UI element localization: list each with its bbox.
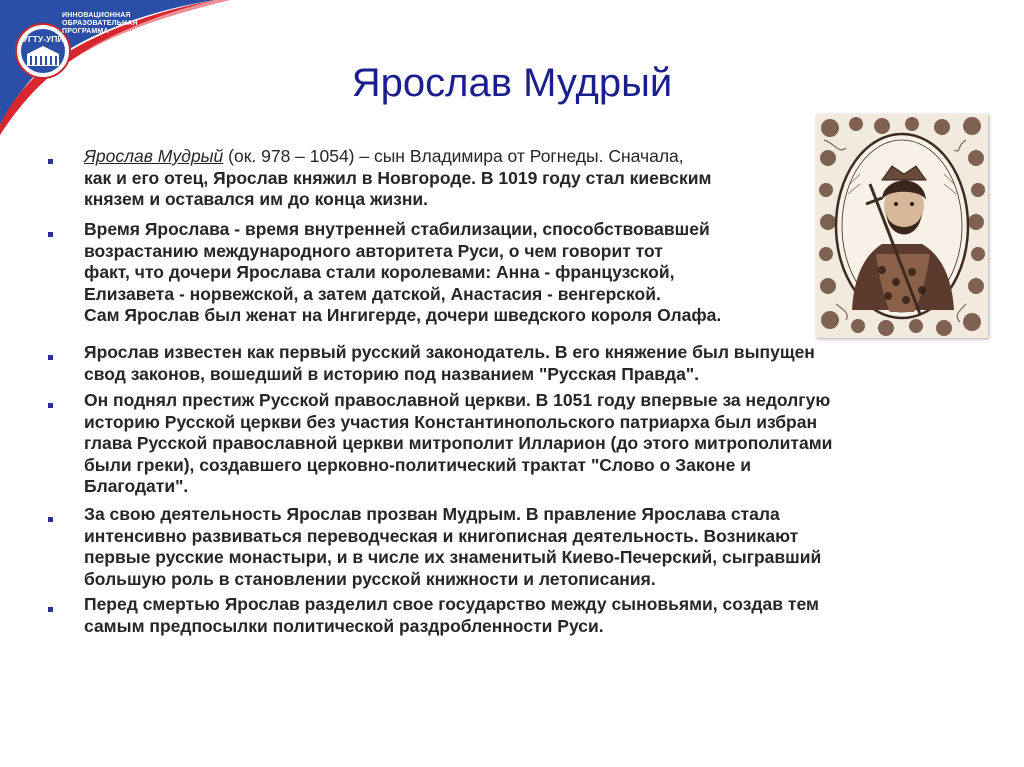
program-caption xyxy=(62,12,162,36)
bullet-square-icon xyxy=(48,232,53,237)
bullet-text-line: За свою деятельность Ярослав прозван Мудрым. В правление Ярослава стала xyxy=(84,504,780,524)
bullet-text-line: Елизавета - норвежской, а затем датской, Анастасия - венгерской. xyxy=(84,283,661,304)
emblem-badge-text: УГТУ-УПИ xyxy=(22,34,64,44)
bullet-text-line: Он поднял престиж Русской православной церкви. В 1051 году впервые за недолгую xyxy=(84,390,831,410)
portrait-engraving-icon xyxy=(816,114,988,338)
bullet-lead-name: Ярослав Мудрый xyxy=(84,146,224,166)
bullet-text-line: самым предпосылки политической раздробленности Руси. xyxy=(84,615,604,636)
program-caption-line: ПРОГРАММА xyxy=(62,28,109,35)
bullet-text-line: глава Русской православной церкви митрополит Илларион (до этого митрополитами xyxy=(84,433,833,453)
slide-title: Ярослав Мудрый xyxy=(351,61,673,105)
bullet-text-line: Ярослав известен как первый русский законодатель. В его княжение был выпущен xyxy=(84,342,815,362)
bullet-text-line: Благодати". xyxy=(84,476,189,496)
bullet-square-icon xyxy=(48,607,53,612)
bullet-text-line: Ярослав Мудрый (ок. 978 – 1054) – сын Владимира от Рогнеды. Сначала, xyxy=(84,146,684,166)
bullet-square-icon xyxy=(48,403,53,408)
program-caption-line: ИННОВАЦИОННАЯ xyxy=(62,12,131,19)
bullet-text-line: Время Ярослава - время внутренней стабилизации, способствовавшей xyxy=(84,219,710,239)
program-caption-line: ОБРАЗОВАТЕЛЬНАЯ xyxy=(62,20,138,27)
bullet-square-icon xyxy=(48,355,53,360)
bullet-text-line: интенсивно развиваться переводческая и книгописная деятельность. Возникают xyxy=(84,525,799,546)
bullet-text-line: Перед смертью Ярослав разделил свое государство между сыновьями, создав тем xyxy=(84,594,819,614)
bullet-text-line: большую роль в становлении русской книжности и летописания. xyxy=(84,568,656,589)
bullet-text-line: свод законов, вошедший в историю под названием "Русская Правда". xyxy=(84,363,700,384)
bullet-square-icon xyxy=(48,517,53,522)
bullet-text-line: возрастанию международного авторитета Руси, о чем говорит тот xyxy=(84,240,663,261)
portrait-image xyxy=(816,114,988,338)
bullet-text-line: князем и оставался им до конца жизни. xyxy=(84,189,429,209)
bullet-square-icon xyxy=(48,159,53,164)
bullet-text-line: первые русские монастыри, и в числе их знаменитый Киево-Печерский, сыгравший xyxy=(84,547,822,567)
bullet-text-line: как и его отец, Ярослав княжил в Новгороде. В 1019 году стал киевским xyxy=(84,167,712,188)
bullet-text-line: историю Русской церкви без участия Константинопольского патриарха был избран xyxy=(84,411,818,432)
bullet-text-line: факт, что дочери Ярослава стали королевами: Анна - французской, xyxy=(84,262,675,282)
bullet-text-line: были греки), создавшего церковно-политический трактат "Слово о Законе и xyxy=(84,454,751,475)
bullet-text-line: Сам Ярослав был женат на Ингигерде, дочери шведского короля Олафа. xyxy=(84,305,722,325)
